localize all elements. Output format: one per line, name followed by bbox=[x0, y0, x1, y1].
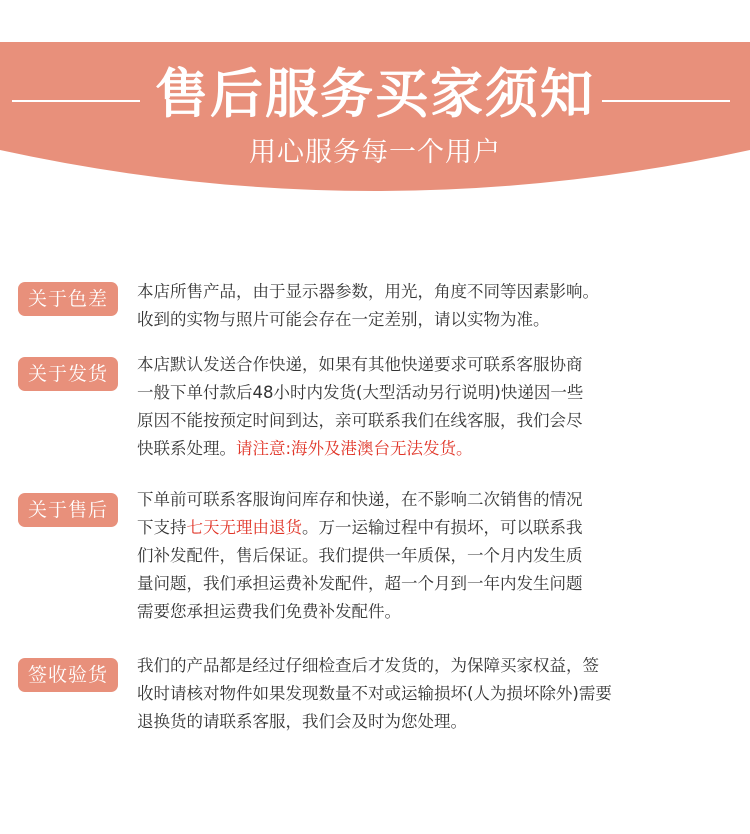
body-line bbox=[137, 435, 737, 463]
body-line: 本店所售产品，由于显示器参数，用光，角度不同等因素影响。 bbox=[137, 282, 599, 301]
body-line: 下单前可联系客服询问库存和快递，在不影响二次销售的情况 bbox=[137, 490, 583, 509]
body-text: 下支持 bbox=[137, 518, 187, 537]
section-body bbox=[137, 278, 737, 334]
body-line: 退换货的请联系客服，我们会及时为您处理。 bbox=[137, 712, 467, 731]
body-line: 需要您承担运费我们免费补发配件。 bbox=[137, 602, 401, 621]
body-line: 量问题，我们承担运费补发配件，超一个月到一年内发生问题 bbox=[137, 574, 583, 593]
shipping-warning: 请注意:海外及港澳台无法发货。 bbox=[236, 439, 473, 458]
body-line: 我们的产品都是经过仔细检查后才发货的，为保障买家权益，签 bbox=[137, 656, 599, 675]
body-line: 们补发配件，售后保证。我们提供一年质保，一个月内发生质 bbox=[137, 546, 583, 565]
body-line: 收时请核对物件如果发现数量不对或运输损坏(人为损坏除外)需要 bbox=[137, 684, 612, 703]
body-line: 一般下单付款后48小时内发货(大型活动另行说明)快递因一些 bbox=[137, 383, 584, 402]
body-line: 原因不能按预定时间到达，亲可联系我们在线客服，我们会尽 bbox=[137, 411, 583, 430]
body-line: 本店默认发送合作快递，如果有其他快递要求可联系客服协商 bbox=[137, 355, 583, 374]
body-line bbox=[137, 514, 737, 542]
header-banner bbox=[0, 0, 750, 210]
return-policy-highlight: 七天无理由退货 bbox=[186, 518, 302, 537]
page-subtitle: 用心服务每一个用户 bbox=[249, 137, 501, 168]
section-body bbox=[137, 486, 737, 626]
section-body bbox=[137, 652, 737, 736]
section-tag: 签收验货 bbox=[18, 658, 118, 692]
section-body bbox=[137, 351, 737, 463]
section-tag: 关于发货 bbox=[18, 357, 118, 391]
body-text: 快联系处理。 bbox=[137, 439, 236, 458]
section-tag: 关于色差 bbox=[18, 282, 118, 316]
body-text: 。万一运输过程中有损坏，可以联系我 bbox=[302, 518, 583, 537]
section-tag: 关于售后 bbox=[18, 493, 118, 527]
body-line: 收到的实物与照片可能会存在一定差别，请以实物为准。 bbox=[137, 310, 550, 329]
page-title: 售后服务买家须知 bbox=[155, 64, 595, 125]
